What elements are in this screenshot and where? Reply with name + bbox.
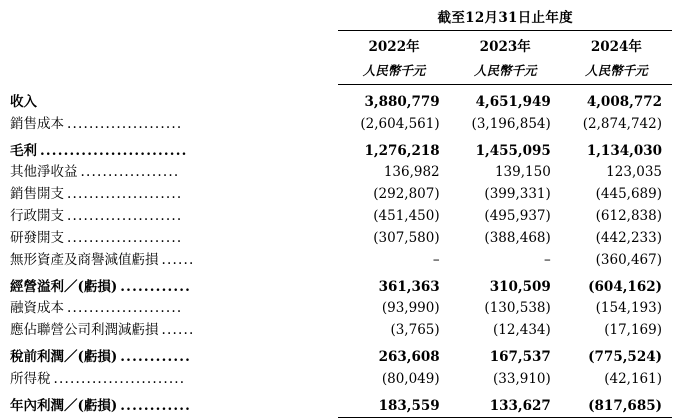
row-value: 183,559 — [378, 397, 440, 414]
table-row — [8, 298, 672, 320]
row-value: – — [432, 251, 440, 268]
row-label-text: 所得稅 — [10, 370, 51, 387]
row-label — [8, 114, 338, 136]
row-value: (80,049) — [381, 370, 440, 387]
row-value: 139,150 — [494, 164, 551, 181]
table-row — [8, 184, 672, 206]
row-label-text: 收入 — [10, 94, 37, 110]
leader-dots: ..................... — [67, 115, 183, 132]
table-row — [8, 206, 672, 228]
row-label — [8, 277, 338, 299]
row-value: (604,162) — [588, 278, 662, 295]
row-value: 167,537 — [489, 348, 551, 365]
row-value: 263,608 — [378, 348, 440, 365]
row-value: 133,627 — [489, 397, 551, 414]
row-label — [8, 298, 338, 320]
row-label — [8, 320, 338, 342]
row-value: (42,161) — [604, 370, 662, 387]
row-value: (817,685) — [588, 397, 662, 414]
row-value: (442,233) — [595, 229, 662, 246]
income-statement-table — [8, 6, 672, 419]
row-label-text: 銷售開支 — [10, 186, 64, 203]
row-label-text: 研發開支 — [10, 229, 64, 246]
row-value: (2,874,742) — [582, 115, 662, 132]
column-header-year-0: 2022年 — [368, 39, 420, 55]
row-value: 1,455,095 — [475, 142, 551, 159]
table-row — [8, 141, 672, 163]
column-header-unit-1: 人民幣千元 — [473, 63, 537, 78]
row-value: (2,604,561) — [360, 115, 440, 132]
header-year-row — [8, 31, 672, 60]
row-value: (445,689) — [595, 186, 662, 203]
column-header-year-2: 2024年 — [590, 39, 642, 55]
row-value: (93,990) — [381, 300, 440, 317]
header-empty-cell-3 — [8, 59, 338, 83]
row-label — [8, 92, 338, 114]
leader-dots: ...... — [161, 322, 195, 339]
row-value: (388,468) — [484, 229, 551, 246]
row-label-text: 經營溢利／(虧損) — [10, 278, 118, 295]
row-label-text: 其他淨收益 — [10, 164, 78, 181]
row-value: (130,538) — [484, 300, 551, 317]
leader-dots — [37, 94, 40, 110]
row-value: – — [544, 251, 551, 268]
header-empty-cell — [8, 6, 338, 29]
row-value: 136,982 — [383, 164, 440, 181]
row-value: 123,035 — [606, 164, 662, 181]
leader-dots: .................. — [80, 164, 180, 181]
row-value: 4,008,772 — [586, 94, 662, 110]
row-label-text: 銷售成本 — [10, 115, 64, 132]
leader-dots: ...... — [161, 251, 195, 268]
column-header-unit-2: 人民幣千元 — [585, 63, 648, 78]
row-label-text: 行政開支 — [10, 208, 64, 225]
row-value: (495,937) — [484, 208, 551, 225]
row-value: (33,910) — [493, 370, 551, 387]
period-title: 截至12月31日止年度 — [437, 10, 573, 26]
table-row — [8, 92, 672, 114]
row-label-text: 融資成本 — [10, 300, 64, 317]
table-row — [8, 320, 672, 342]
row-value: 1,276,218 — [364, 142, 440, 159]
row-value: 310,509 — [489, 278, 551, 295]
header-period-row — [8, 6, 672, 29]
row-value: (307,580) — [373, 229, 440, 246]
leader-dots: ......................... — [40, 142, 188, 159]
row-value: (3,765) — [390, 322, 440, 339]
row-label — [8, 369, 338, 391]
row-value: (451,450) — [373, 208, 440, 225]
row-value: 4,651,949 — [475, 94, 551, 110]
header-empty-cell-2 — [8, 31, 338, 60]
table-body — [8, 6, 672, 419]
row-value: (360,467) — [595, 251, 662, 268]
header-spacer — [8, 85, 672, 93]
row-label-text: 稅前利潤／(虧損) — [10, 348, 118, 365]
table-row — [8, 114, 672, 136]
leader-dots: ........................ — [53, 370, 186, 387]
row-label-text: 年內利潤／(虧損) — [10, 398, 118, 415]
row-value: 1,134,030 — [586, 142, 662, 159]
row-value: (17,169) — [604, 322, 662, 339]
leader-dots: ............ — [120, 398, 192, 415]
row-label — [8, 162, 338, 184]
row-label-text: 毛利 — [10, 142, 37, 159]
leader-dots: ............ — [120, 348, 192, 365]
row-value: (154,193) — [595, 300, 662, 317]
row-value: (612,838) — [595, 208, 662, 225]
header-unit-row — [8, 59, 672, 83]
table-row — [8, 369, 672, 391]
row-label — [8, 250, 338, 272]
row-value: 361,363 — [378, 278, 440, 295]
leader-dots: ............ — [120, 278, 192, 295]
leader-dots: ..................... — [67, 229, 183, 246]
row-value: (292,807) — [373, 186, 440, 203]
leader-dots: ..................... — [67, 186, 183, 203]
table-row — [8, 347, 672, 369]
leader-dots: ..................... — [67, 208, 183, 225]
row-value: (399,331) — [484, 186, 551, 203]
row-label — [8, 228, 338, 250]
row-label — [8, 347, 338, 369]
table-row — [8, 250, 672, 272]
table-row — [8, 162, 672, 184]
row-label-text: 無形資產及商譽減值虧損 — [10, 251, 159, 268]
column-header-year-1: 2023年 — [479, 39, 531, 55]
row-value: (3,196,854) — [471, 115, 551, 132]
leader-dots: ..................... — [67, 300, 183, 317]
row-label — [8, 206, 338, 228]
row-value: (12,434) — [493, 322, 551, 339]
row-value: (775,524) — [588, 348, 662, 365]
table-row — [8, 277, 672, 299]
row-label-text: 應佔聯營公司利潤減虧損 — [10, 322, 159, 339]
table-row — [8, 228, 672, 250]
column-header-unit-0: 人民幣千元 — [362, 63, 426, 78]
row-label — [8, 184, 338, 206]
row-value: 3,880,779 — [364, 94, 440, 110]
row-label — [8, 141, 338, 163]
